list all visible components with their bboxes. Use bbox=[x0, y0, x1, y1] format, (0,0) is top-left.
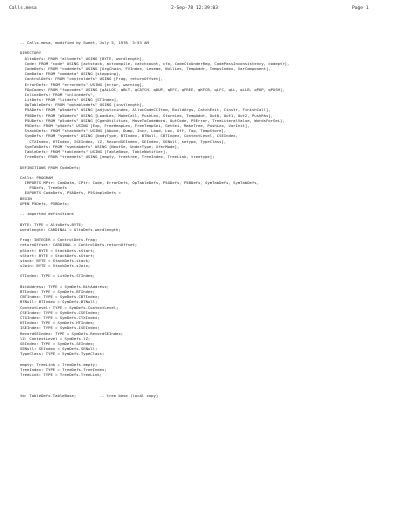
code-line: BTIndex: TYPE = SymDefs.BTIndex; bbox=[20, 289, 95, 294]
code-line: TypeClass: TYPE = SymDefs.TypeClass; bbox=[20, 351, 105, 357]
code-line: -- Calls.mesa, modified by Sweet, July 5, 1978 3:53 AM bbox=[20, 40, 149, 45]
code-line: lZ: ContextLevel = SymDefs.lZ; bbox=[20, 335, 91, 341]
code-line: FOpCodes: FROM "fopcodes" USING [qALLOC, qBLT, qCATCH, qDUP, qEFC, qFREE, qKFCB, qLFC, qLL, qLLB, qPOP, qPUSH], bbox=[20, 86, 285, 92]
code-line: IMPORTS MPtr: ComData, CPtr: Code, ErrorDefs, OpTableDefs, P5ADefs, P5BDefs, SymTabDefs, SymTabDefs, bbox=[20, 180, 259, 186]
source-listing bbox=[20, 40, 392, 398]
code-line: P5Defs, TreeDefs bbox=[20, 185, 67, 191]
print-date: 2-Sep-78 12:39:03 bbox=[171, 6, 219, 11]
code-line: wordlength: CARDINAL = AltoDefs.wordlength; bbox=[20, 226, 121, 232]
code-line: HTIndex: TYPE = SymDefs.HTIndex; bbox=[20, 320, 95, 326]
code-line: StackDefs: FROM "stackdefs" USING [Above, Dump, Incr, Load, Loc, Off, Top, TempStore], bbox=[20, 128, 227, 134]
code-line: BitAddress: TYPE = SymDefs.BitAddress; bbox=[20, 283, 110, 289]
code-line: P5Defs: FROM "p5defs" USING [Exp, FreeHeapLex, FreeTempSei, GetSei, MakeTree, PushLex, VarInit], bbox=[20, 123, 250, 128]
code-line: InlineDefs: FROM "inlinedefs", bbox=[20, 91, 95, 97]
code-line: ComData: FROM "comdata" USING [stopping], bbox=[20, 71, 121, 77]
code-line: TreeIndex: TYPE = TreeDefs.TreeIndex; bbox=[20, 366, 107, 372]
code-line: CTXIndex: TYPE = SymDefs.CTXIndex; bbox=[20, 314, 100, 320]
code-line: BEGIN bbox=[20, 195, 32, 201]
code-line: DEFINITIONS FROM CodeDefs; bbox=[20, 164, 81, 170]
code-line: P5BDefs: FROM "p5bdefs" USING [LoadLex, MakeCall, PushLex, StoreLex, TempAddr, Out0, Out1, Out2, PushRhs], bbox=[20, 112, 273, 118]
code-line: Code: FROM "code" USING [actstack, actcompile, catchcount, cfa, CodeCtxUnderReg, CodePassInconsistency, codeptr], bbox=[20, 60, 290, 66]
code-line: DIRECTORY bbox=[20, 50, 42, 56]
code-line: STIndex: TYPE = LitDefs.STIndex; bbox=[20, 273, 95, 279]
code-line: returnOffset: CARDINAL = ControlDefs.returnOffset; bbox=[20, 242, 138, 248]
code-line: LitDefs: FROM "litdefs" USING [STIndex], bbox=[20, 97, 119, 103]
file-name: Calls.mesa bbox=[9, 6, 37, 11]
code-line: pStart: BYTE = StackDefs.sStart; bbox=[20, 247, 95, 253]
code-line: BYTE: TYPE = AltoDefs.BYTE; bbox=[20, 221, 84, 227]
code-line: CBTIndex: TYPE = SymDefs.CBTIndex; bbox=[20, 294, 100, 300]
page-number: 1 bbox=[365, 6, 369, 11]
page-indicator bbox=[352, 6, 369, 11]
code-line: empty: TreeLink = TreeDefs.empty; bbox=[20, 361, 98, 367]
code-line: AltoDefs: FROM "altodefs" USING [BYTE, wordlength], bbox=[20, 55, 145, 61]
page-label: Page bbox=[352, 6, 364, 11]
code-line: ErrorDefs: FROM "errordefs" USING [error, warning], bbox=[20, 81, 145, 87]
code-line: tb: TableDefs.TableBase; -- tree base (local copy) bbox=[20, 392, 159, 398]
code-line: TreeLink: TYPE = TreeDefs.TreeLink; bbox=[20, 372, 102, 377]
code-line: SymDefs: FROM "symdefs" USING [bodyType, BTIndex, BTNull, CBTIndex, ContextLevel, CSEIndex, bbox=[20, 133, 238, 139]
code-line: sStart: BYTE = StackDefs.sStart; bbox=[20, 252, 95, 258]
code-line: CTXIndex, HTIndex, ISEIndex, lZ, RecordSEIndex, SEIndex, SENull, setype, TypeClass], bbox=[20, 138, 227, 144]
code-line: SEIndex: TYPE = SymDefs.SEIndex; bbox=[20, 340, 95, 346]
code-line: TableDefs: FROM "tabledefs" USING [TableBase, TableNotifier], bbox=[20, 148, 168, 154]
code-line: P5ADefs: FROM "p5adefs" USING [adjustccindex, AllocCodeCCItem, BuildArgs, CatchExit, Cinstr, FinishCall], bbox=[20, 107, 271, 113]
code-line: OpTableDefs: FROM "optabledefs" USING [instlength], bbox=[20, 102, 145, 108]
code-line: BTNull: BTIndex = SymDefs.BTNull; bbox=[20, 299, 98, 305]
code-line: RecordSEIndex: TYPE = SymDefs.RecordSEIndex; bbox=[20, 330, 124, 336]
code-line: EXPORTS CodeDefs, P5ADefs, P5SimpleDefs = bbox=[20, 190, 121, 196]
code-line: ISEIndex: TYPE = SymDefs.ISEIndex; bbox=[20, 325, 100, 331]
code-line: ControlDefs: FROM "controldefs" USING [Frag, returnOffset], bbox=[20, 76, 163, 82]
code-line: stack: BYTE = StackDefs.stack; bbox=[20, 257, 91, 263]
code-line: Frag: INTEGER = ControlDefs.Frag; bbox=[20, 237, 98, 243]
code-line: -- imported definitions bbox=[20, 211, 74, 217]
code-line: ContextLevel: TYPE = SymDefs.ContextLevel; bbox=[20, 304, 119, 310]
code-line: Calls: PROGRAM bbox=[20, 174, 53, 180]
code-line: CodeDefs: FROM "codedefs" USING [ArgChain, FVIndex, Lexeme, NullLex, TempAddr, TempsIndex, VarComponent], bbox=[20, 65, 271, 71]
code-line: SymTabDefs: FROM "symtabdefs" USING [NextSe, UnderType, XferMode], bbox=[20, 143, 180, 149]
code-line: SENull: SEIndex = SymDefs.SENull; bbox=[20, 346, 98, 352]
code-line: CSEIndex: TYPE = SymDefs.CSEIndex; bbox=[20, 309, 100, 315]
code-line: sJoin: BYTE = StackDefs.sJoin; bbox=[20, 263, 91, 269]
code-line: TreeDefs: FROM "treedefs" USING [empty, freetree, TreeIndex, TreeLink, treetype]; bbox=[20, 154, 215, 160]
code-line: P5UDefs: FROM "p5udefs" USING [CgenUtilities, MoveToCodeWord, OutCode, P5Error, TreeLiteralValue, WordsForSei], bbox=[20, 117, 285, 123]
code-line: OPEN P5Defs, P5BDefs; bbox=[20, 200, 70, 206]
